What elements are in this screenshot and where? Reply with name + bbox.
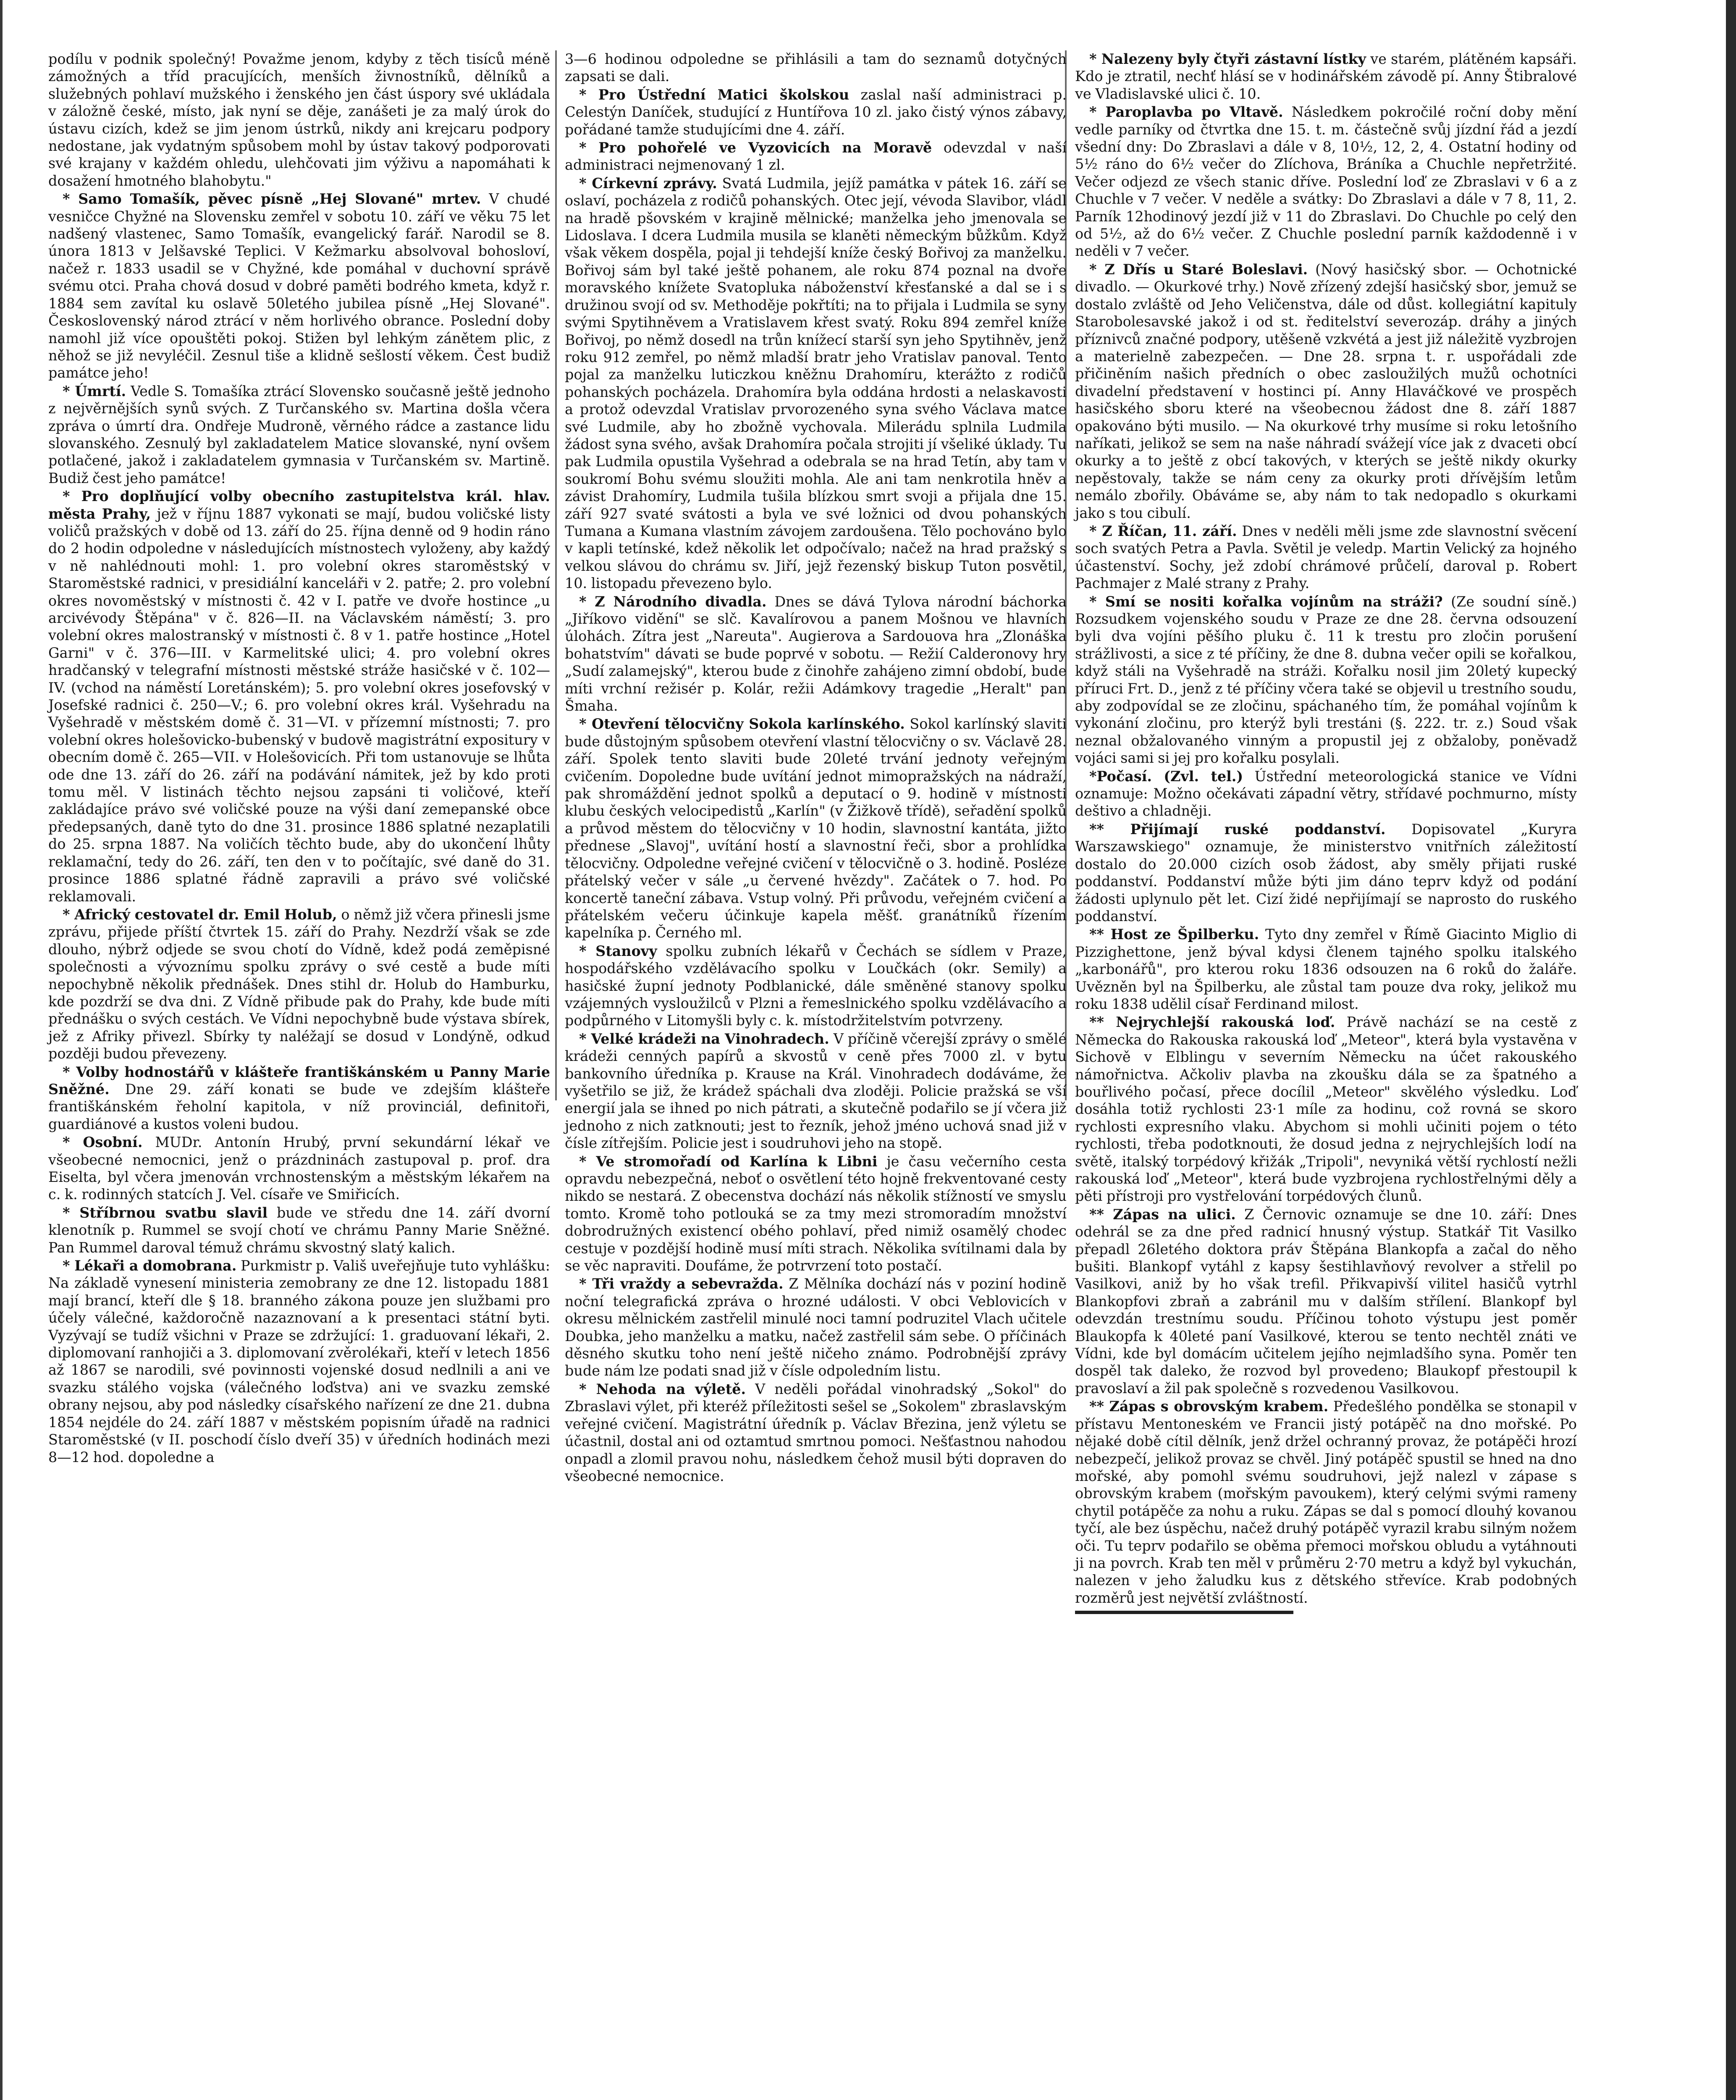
article-body: Sokol karlínský slaviti bude důstojným spůsobem otevření vlastní tělocvičny o sv. Václavě 28. září. Spolek tento slaviti bude 20leté trvání jednoty veřejným cvičením. Dopoledne bude uvítání jednot mimopražských na nádraží, pak shromáždění jednot spolků a deputací o 9. hodině v místnosti klubu českých velocipedistů „Karlín" (v Žižkově třídě), seřadění spolků a průvod městem do tělocvičny v 10 hodin, slavnostní kantáta, jižto přednese „Slavoj", uvítání hostí a slavnostní řeči, sbor a prohlídka tělocvičny. Odpoledne veřejné cvičení v tělocvičně o 3. hodině. Posléze přátelský večer v sále „u červené hvězdy". Začátek o 7. hod. Po koncertě taneční zábava. Vstup volný. Při průvodu, veřejném cvičení a přátelském večeru účinkuje kapela měšť. granátníků řízením kapelníka p. Černého ml. [565, 716, 1067, 941]
article-head: * Pro doplňující volby obecního zastupitelstva král. hlav. města Prahy, [48, 488, 550, 522]
article-holub [48, 906, 550, 1063]
article-body: zaslal naší administraci p. Celestýn Daníček, studující z Huntířova 10 zl. jako čistý výnos zábavy, pořádané tamže studujícími dne 4. září. [565, 86, 1067, 138]
article-body: je času večerního cesta opravdu nebezpečná, neboť o osvětlení této hojně frekventované cesty nikdo se nestará. Z obecenstva dochází nás několik stížností ve smyslu tomto. Kromě toho potlouká se za tmy mezi stromoradím množství dobrodružných existencí obého pohlaví, před nimiž osamělý chodec cestuje v pozdější hodině musí míti strach. Několika svítilnami dala by se věc napraviti. Doufáme, že potrvrzení toto postačí. [565, 1153, 1067, 1274]
article-body: Z Mělníka dochází nás v poziní hodině noční telegrafická zpráva o hrozné události. V obci Veblovicích v okresu mělnickém zastřelil minulé noci tamní podruzitel Vlach učitele Doubka, jeho manželku a matku, načež zastřelil sám sebe. O příčinách děsného skutku toho není ještě ničeho známo. Podrobnější zprávy bude nám lze podati snad již v čísle odpoledním listu. [565, 1276, 1067, 1379]
article-vrazdy [565, 1275, 1067, 1379]
article-head: * Lékaři a domobrana. [63, 1257, 237, 1274]
article-cirkevni [565, 175, 1067, 592]
article-head: * Otevření tělocvičny Sokola karlínského. [579, 716, 905, 732]
article-head: * Volby hodnostářů v klášteře františkánském u Panny Marie Sněžné. [48, 1063, 550, 1097]
article-head: * Z Dřís u Staré Boleslavi. [1089, 261, 1308, 278]
article-volby [48, 488, 550, 905]
article-body: MUDr. Antonín Hrubý, první sekundární lékař ve všeobecné nemocnici, jenž o prázdninách zastupoval p. prof. dra Eiselta, byl včera jmenován vrchnostenským a městským lékařem na c. k. rodinných statcích J. Vel. císaře ve Smiřicích. [48, 1134, 550, 1203]
article-body: Předešlého pondělka se stonapil v přístavu Mentoneském ve Francii jistý potápěč na dno mořské. Po nějaké době cítil dělník, jenž držel ochranný provaz, že potápěči hrozí nebezpečí, jelikož provaz se chvěl. Jiný potápěč spustil se hned na dno mořské, aby pomohl svému soudruhovi, jejž nalezl v zápase s obrovským krabem (mořským pavoukem), který celými svými rameny chytil potápěče za nohu a ruku. Zápas se dal s pomocí dlouhý kovanou tyčí, ale bez úspěchu, načež druhý potápěč vyrazil krabu silným nožem oči. Tu teprv podařilo se oběma přemoci mořskou obludu a vytáhnouti ji na povrch. Krab ten měl v průměru 2·70 metru a když byl vykuchán, nalezen v jeho žaludku kus z dětského střevíce. Krab podobných rozměrů jest největší zvláštností. [1075, 1398, 1577, 1606]
article-body: Právě nachází se na cestě z Německa do Rakouska rakouská loď „Meteor", která byla vystavěna v Sichově v Elblingu v severním Německu na účet rakouského námořnictva. Ačkoliv plavba na zkoušku dála se za špatného a bouřlivého počasí, přece docílil „Meteor" skvělého výsledku. Loď dosáhla totiž rychlosti 23·1 míle za hodinu, což rovná se skoro rychlosti expresního vlaku. Abychom si mohli učiniti pojem o této rychlosti, třeba podotknouti, že dosud jedna z nejrychlejších lodí na světě, italský torpédový křižák „Tripoli", nevyniká větší rychlostí nežli rakouská loď „Meteor", která bude vyzbrojena rychlostřelnými děly a pěti přístroji pro vystřelování torpédových člunů. [1075, 1014, 1577, 1205]
article-dris [1075, 261, 1577, 522]
article-head: ** Zápas na ulici. [1089, 1206, 1236, 1223]
column-2 [565, 50, 1067, 1486]
article-sokol [565, 715, 1067, 941]
article-umrti [48, 383, 550, 487]
column-rule-1 [555, 50, 557, 1100]
article-body: (Ze soudní síně.) Rozsudkem vojenského soudu v Praze ze dne 28. června odsouzení byli dva vojíni pěšího pluku č. 11 k trestu pro zločin porušení strážlivosti, a sice z té příčiny, že dne 8. dubna večer opili se kořalkou, když stáli na Vyšehradě na stráži. Kořalku nosil jim 20letý kupecký příruci Frt. D., jenž z té příčiny včera také se objevil u trestního soudu, aby zodpovídal se ze zločinu, spáchaného tím, že pomáhal vojínům k vykonání zločinu, pro kterýž byli trestáni (§. 222. tr. z.) Soud však neznal obžalovaného vinným a propustil jej z obžaloby, poněvadž vojáci sami si jej pro kořalku posylali. [1075, 593, 1577, 766]
article-head: * Z Říčan, 11. září. [1089, 522, 1237, 539]
article-head: * Ve stromořadí od Karlína k Libni [579, 1153, 878, 1170]
article-body: podílu v podnik společný! Považme jenom, kdyby z těch tisíců méně zámožných a tříd pracujících, menších živnostníků, dělníků a služebných pohlaví mužského i ženského jen část úspory své ukládala v záložně české, místo, jak nyní se děje, zanášeti je za malý úrok do ústavu cizích, kdež se jim jenom ústrků, nikdy ani krejcaru podpory nedostane, jak vydatným spůsobem mohl by ústav takový podporovati své krajany v každém ohledu, ulehčovati jim výživu a napomáhati k dosažení hmotného blahobytu." [48, 51, 550, 189]
article-krab [1075, 1398, 1577, 1606]
article-body: Tyto dny zemřel v Římě Giacinto Miglio di Pizzighettone, jenž býval kdysi členem tajného spolku italského „karbonářů", pro kterou roku 1836 odsouzen na 6 roků do žaláře. Uvězněn byl na Špilberku, ale zůstal tam pouze dva roky, jelikož mu roku 1838 udělil císař Ferdinand milost. [1075, 926, 1577, 1012]
article-ricany [1075, 522, 1577, 592]
article-kradez [565, 1030, 1067, 1152]
article-body: Vedle S. Tomašíka ztrácí Slovensko současně ještě jednoho z nejvěrnějších synů svých. Z Turčanského sv. Martina došla včera zpráva o úmrtí dra. Ondřeje Mudroně, věrného rádce a zastance lidu slovanského. Zesnulý byl zakladatelem Matice slovanské, nyní ovšem potlačené, jakož i zakladatelem gymnasia v Turčanském sv. Martině. Budiž čest jeho památce! [48, 383, 550, 486]
article-head: * Africký cestovatel dr. Emil Holub, [63, 906, 337, 923]
article-body: Purkmistr p. Vališ uveřejňuje tuto vyhlášku: Na základě vynesení ministeria zemobrany ze dne 12. listopadu 1881 mají brancí, kteří dle § 18. branného zákona pouze jen službami pro účely válečné, každoročně nazaznovaní a k presentaci státní byti. Vyzývají se tudíž všichni v Praze se zdržující: 1. graduovaní lékaři, 2. diplomovaní ranhojiči a 3. diplomovaní zvěrolékaři, kteří v letech 1856 až 1867 se narodili, své povinnosti vojenské dosud nedlnili a ani ve svazku stálého vojska (válečného loďstva) ani ve svazku zemské obrany nejsou, aby pod následky císařského nařízení ze dne 21. dubna 1854 nejdéle do 24. září 1887 v městském popisním úřadě na radnici Staroměstské (v II. poschodí číslo dveří 35) v úředních hodinách mezi 8—12 hod. dopoledne a [48, 1257, 550, 1465]
article-tomasik [48, 190, 550, 381]
article-pocasi [1075, 768, 1577, 820]
article-divadlo [565, 593, 1067, 715]
article-body: Dne 29. září konati se bude ve zdejším klášteře františkánském řeholní kapitola, v níž provinciál, definitoři, guardiánové a kustos voleni budou. [48, 1081, 551, 1132]
article-body: Ústřední meteorologická stanice ve Vídni oznamuje: Možno očekávati západní větry, střídavé pochmurno, místy deštivo a chladněji. [1075, 768, 1577, 819]
article-head: * Z Národního divadla. [579, 593, 767, 610]
article-stromoradi [565, 1153, 1067, 1275]
article-body: Následkem pokročilé roční doby mění vedle parníky od čtvrtka dne 15. t. m. částečně svůj jízdní řád a jezdí všední dny: Do Zbraslavi a dále v 8, 10½, 12, 2, 4. Ostatní hodiny od 5½ ráno do 6½ večer do Zlíchova, Bráníka a Chuchle nepřetržité. Večer odjezd ze všech stanic dříve. Poslední loď ze Zbraslavi v 6 a z Chuchle v 7 večer. V neděle a svátky: Do Zbraslavi a dále v 7 8, 11, 2. Parník 12hodinový jezdí již v 11 do Zbraslavi. Do Chuchle po celý den od 5½, až do 6½ večer. Z Chuchle poslední parník každodenně i v neděli v 7 večer. [1075, 104, 1577, 260]
article-spilberk [1075, 926, 1577, 1013]
article-head: * Smí se nositi kořalka vojínům na stráži? [1089, 593, 1443, 610]
column-end-rule [1075, 1611, 1293, 1614]
article-body: Dopisovatel „Kuryra Warszawskiego" oznamuje, že ministerstvo vnitřních záležitostí dostalo do 20.000 cizích osob žádost, aby směly přijati ruské poddanství. Poddanství může býti jim dáno teprv když od podání žádosti uplynulo pět let. Cizí židé nepřijímají se naprosto do ruského poddanství. [1075, 821, 1577, 924]
article-body: 3—6 hodinou odpoledne se přihlásili a tam do seznamů dotyčných zapsati se dali. [565, 51, 1067, 85]
article-head: * Osobní. [63, 1134, 143, 1151]
article-body: odevzdal v naší administraci nejmenovaný 1 zl. [565, 139, 1067, 173]
article-body: Dnes se dává Tylova národní báchorka „Jiříkovo vidění" se slč. Kavalírovou a panem Mošnou ve hlavních úlohách. Zítra jest „Nareuta". Augierova a Sardouova hra „Zlonáška bohatstvím" dávati se bude poprvé v sobotu. — Režií Calderonovy hry „Sudí zalamejský", kterou bude z činohře zahájeno zimní období, bude míti vrchní režisér p. Kolár, režii Adámkovy tragedie „Heralt" pan Šmaha. [565, 593, 1067, 714]
article-head: * Paroplavba po Vltavě. [1089, 104, 1283, 121]
article-lekari [48, 1257, 550, 1466]
article-body: (Nový hasičský sbor. — Ochotnické divadlo. — Okurkové trhy.) Nově zřízený zdejší hasičský sbor, jemuž se dostalo zvláště od Jeho Veličenstva, dále od důst. kollegiátní kapituly Starobolesavské jakož i od st. ředitelství severozáp. dráhy a jiných příznivců značné podpory, utěšeně vzkvétá a jest již náležitě vyzbrojen a materielně zabezpečen. — Dne 28. srpna t. r. uspořádali zde přičiněním našich předních o obec zasloužilých mužů ochotníci divadelní představení v hostinci pí. Anny Hlaváčkové ve prospěch hasičského sboru které na všeobecnou žádost dne 8. září 1887 opakováno býti musilo. — Na okurkové trhy musíme si roku letošního naříkati, jelikož se sem na naše náhradí svážejí více jak z dvaceti obcí okurky a to ještě z obcí takových, v kterých se ještě nikdy okurky nepěstovaly, takže se nám ceny za okurky proti dřívějším letům nemálo zbořily. Obáváme se, aby nám to tak nedopadlo s okurkami jako s tou cibulí. [1075, 261, 1577, 521]
article-lekari-cont [565, 50, 1067, 85]
article-head: * Velké krádeži na Vinohradech. [579, 1030, 829, 1047]
article-koralka [1075, 593, 1577, 767]
article-paroplavba [1075, 103, 1577, 260]
article-head: * Tři vraždy a sebevražda. [579, 1276, 784, 1292]
article-head: * Pro pohořelé ve Vyzovicích na Moravě [579, 139, 932, 156]
article-matice [565, 86, 1067, 138]
article-body: Svatá Ludmila, jejíž památka v pátek 16. září se oslaví, pocházela z rodičů pohanských. Otec její, vévoda Slavibor, vládl na hradě pšovském v krajině mělnické; manželka jeho jmenovala se Lidoslava. I dcera Ludmila musila se klaněti německým bůžkům. Když však věkem dospěla, pojal ji tehdejší kníže český Bořivoj za manželku. Bořivoj sám byl také ještě pohanem, ale roku 874 poznal na dvoře moravského knížete Svatopluka náboženství křesťanské a dal se i s družinou svojí od sv. Methoděje pokřtíti; na to přijala i Ludmila se syny svými Spytihněvem a Vratislavem křest svatý. Roku 894 zemřel kníže Bořivoj, po němž dosedl na trůn knížecí starší syn jeho Spytihněv, jenž roku 912 zemřel, po němž mladší bratr jeho Vratislav panoval. Tento pojal za manželku luticzkou kněžnu Drahomíru, kterážto z rodičů pohanských pocházela. Drahomíra byla oddána hrdosti a nelaskavosti a protož odevzdal Vratislav prvorozeného syna svého Václava matce své Ludmile, aby ho zbožně vychovala. Milerádu splnila Ludmila žádost syna svého, avšak Drahomíra počala strojiti jí všeliké úklady. Tu pak Ludmila opustila Vyšehrad a odebrala se na hrad Tetín, aby tam v soukromí Bohu svému sloužiti mohla. Ale ani tam nenkrotila hněv a závist Drahomíry, Ludmila tušila blízkou smrt svoji a přijala dne 15. září 927 svaté svátosti a byla ve své ložnici od dvou pohanských Tumana a Kumana vlastním závojem zardoušena. Tělo pochováno bylo v kapli tetínské, kdež několik let odpočívalo; načež na hrad pražský s velkou slávou do chrámu sv. Jiří, jejž řezenský biskup Tuton posvětil, 10. listopadu převezeno bylo. [565, 175, 1067, 592]
article-head: ** Nejrychlejší rakouská loď. [1089, 1014, 1335, 1031]
article-head: * Nehoda na výletě. [579, 1381, 746, 1397]
article-stanovy [565, 942, 1067, 1029]
article-head: * Nalezeny byly čtyři zástavní lístky [1089, 51, 1366, 67]
article-body: o němž již včera přinesli jsme zprávu, přijede příští čtvrtek 15. září do Prahy. Nezdrží však se zde dlouho, nýbrž odjede se svou chotí do Vídně, kdež podá zeměpisné společnosti a vývoznímu spolku zprávy o své cestě a bude míti nepochybně několik přednášek. Dnes stihl dr. Holub do Hamburku, kde pozdrží se dva dni. Z Vídně přibude pak do Prahy, kde bude míti přednášku o svých cestách. Ve Vídni nepochybně bude výstava sbírek, jež z Afriky přivezl. Sbírky ty naléžají se dosud v Londýně, odkud později budou převezeny. [48, 906, 550, 1062]
article-body: Z Černovic oznamuje se dne 10. září: Dnes odehrál se za dne před radnicí hnusný výstup. Statkář Tit Vasilko přepadl 26letého doktora práv Štěpána Blankopfa a začal do něho bušiti. Blankopf vytáhl z kapsy šestihlavňový revolver a střelil po Vasilkovi, aniž by ho však trefil. Přikvapivší vilitel hasičů vytrhl Blankopfovi zbraň a zabránil mu v dalším střílení. Blankopf byl odevzdán trestnímu soudu. Příčinou tohoto výstupu jest poměr Blaukopfa k 40leté paní Vasilkové, kterou se tento nechtěl znáti ve Vídni, kde byl domácím učitelem jejího nejmladšího syna. Poměr ten dospěl tak daleko, že rozvod byl provedeno; Blaukopf přestoupil k pravoslaví a žil pak společně s rozvedenou Vasilkovou. [1075, 1206, 1577, 1396]
article-head: * Samo Tomašík, pěvec písně „Hej Slované" mrtev. [63, 191, 481, 207]
column-1 [48, 50, 550, 1467]
article-zastavni-listky [1075, 50, 1577, 102]
article-head: ** Host ze Špilberku. [1089, 926, 1259, 943]
article-vyzovice [565, 139, 1067, 174]
article-body: V neděli pořádal vinohradský „Sokol" do Zbraslavi výlet, při kteréž příležitosti sešel se „Sokolem" zbraslavským veřejné cvičení. Magistrátní úředník p. Václav Březina, jenž výletu se účastnil, dostal ani od oztamtud smrtnou pomoci. Nešťastnou nahodou onpadl a zlomil pravou nohu, následkem čehož musil býti dopraven do všeobecné nemocnice. [565, 1381, 1067, 1484]
article-head: *Počasí. (Zvl. tel.) [1089, 768, 1243, 785]
article-nehoda [565, 1381, 1067, 1485]
article-body: jež v říjnu 1887 vykonati se mají, budou voličské listy voličů pražských v době od 13. září do 25. října denně od 9 hodin ráno do 2 hodin odpoledne v následujících místnostech vyloženy, aby každý v ně nahlédnouti mohl: 1. pro volební okres staroměstský v Staroměstské radnici, v presidiální kanceláři v 2. patře; 2. pro volební okres novoměstský v místnosti č. 42 v I. patře ve dvoře hostince „u arcivévody Štěpána" v č. 826—II. na Václavském náměstí; 3. pro volební okres malostranský v místnosti č. 8 v 1. patře hostince „Hotel Garni" v č. 376—III. v Karmelitské ulici; 4. pro volební okres hradčanský v telegrafní místnosti městské stráže hasičské v č. 102—IV. (vchod na náměstí Loretánském); 5. pro volební okres josefovský v Josefské radnici č. 250—V.; 6. pro volební okres král. Vyšehradu na Vyšehradě v městském domě č. 31—VI. v přízemní místnosti; 7. pro volební okres holešovicko-bubenský v budově magistrátní expositury v obecním domě č. 265—VII. v Holešovicích. Při tom ustanovuje se lhůta ode dne 13. září do 26. září na podávání námitek, jež by kdo proti tomu měl. V listinách těchto nejsou zapsáni ti voličové, kteří zakládajíce právo své voličské pouze na výši daní zemepanské obce předepsaných, daně tyto do dne 31. prosince 1886 splatné nezaplatili do 25. srpna 1887. Na voličích těchto bude, aby do ukončení lhůty reklamační, tedy do 26. září, ten den v to počítajíc, své daně do 31. prosince 1886 splatné řádně zapravili a právo své voličské reklamovali. [48, 505, 550, 905]
article-head: ** Přijímají ruské poddanství. [1089, 821, 1386, 837]
article-body: ve starém, plátěném kapsáři. Kdo je ztratil, nechť hlásí se v hodinářském závodě pí. Anny Štibralové ve Vladislavské ulici č. 10. [1075, 51, 1577, 102]
article-head: ** Zápas s obrovským krabem. [1089, 1398, 1329, 1415]
article-zapas-ulice [1075, 1206, 1577, 1397]
article-body: spolku zubních lékařů v Čechách se sídlem v Praze, hospodářského vzdělávacího spolku v Loučkách (okr. Semily) a hasičské župní jednoty Podblanické, dále směněné stanovy spolku vzájemných vysloužilců v Plzni a řemeslnického spolku vzdělávacího a podpůrného v Litomyšli byly c. k. místodržitelstvím potvrzeny. [565, 942, 1067, 1029]
article-osobni [48, 1134, 550, 1203]
scan-edge-left [0, 0, 3, 2100]
column-3 [1075, 50, 1577, 1614]
article-body: V chudé vesničce Chyžné na Slovensku zemřel v sobotu 10. září ve věku 75 let nadšený vlastenec, Samo Tomašík, evangelický farář. Narodil se 8. února 1813 v Jelšavské Teplici. V Kežmarku absolvoval bohosloví, načež r. 1833 usadil se v Chyžné, kde pomáhal v duchovní správě svému otci. Praha chová dosud v dobré paměti bodrého kmeta, když r. 1884 sem zavítal ku oslavě 50letého jubilea písně „Hej Slované". Československý národ ztrácí v něm horlivého obrance. Poslední doby namohl již více opouštěti pokoj. Stižen byl lehkým zánětem plic, z něhož se již nevyléčil. Zesnul tiše a klidně sešlostí věkem. Čest budiž památce jeho! [48, 191, 550, 381]
article-body: Dnes v neděli měli jsme zde slavnostní svěcení soch svatých Petra a Pavla. Světil je veledp. Martin Velický za hojného účastenství. Sochy, jež zdobí chrámové průčelí, daroval p. Robert Pachmajer z Malé strany z Prahy. [1075, 522, 1577, 592]
article-poddanstvi [1075, 821, 1577, 925]
article-head: * Pro Ústřední Matici školskou [579, 86, 850, 103]
article-svatba [48, 1204, 550, 1256]
article-head: * Stříbrnou svatbu slavil [63, 1204, 268, 1221]
article-savings-appeal [48, 50, 550, 189]
article-head: * Stanovy [579, 942, 657, 959]
article-head: * Církevní zprávy. [579, 175, 717, 192]
article-meteor [1075, 1013, 1577, 1205]
article-frantiskani [48, 1063, 550, 1133]
article-body: bude ve středu dne 14. září dvorní klenotník p. Rummel se svojí chotí ve chrámu Panny Marie Sněžné. Pan Rummel daroval témuž chrámu skvostný slatý kalich. [48, 1204, 550, 1256]
scan-edge-right [1726, 0, 1736, 2100]
article-head: * Úmrtí. [63, 383, 126, 399]
article-body: V příčině včerejší zprávy o smělé krádeži cenných papírů a skvostů v ceně přes 7000 zl. v bytu bankovního úředníka p. Krause na Král. Vinohradech dodáváme, že vyšetřilo se již, že krádež spáchali dva zloději. Policie pražská se vší energií jala se ihned po nich pátrati, a skutečně podařilo se jí včera již jednoho z nich zatknouti; jest to řezník, jehož jméno uchová snad již v čísle zítřejším. Policie jest i soudruhovi jeho na stopě. [565, 1030, 1067, 1152]
